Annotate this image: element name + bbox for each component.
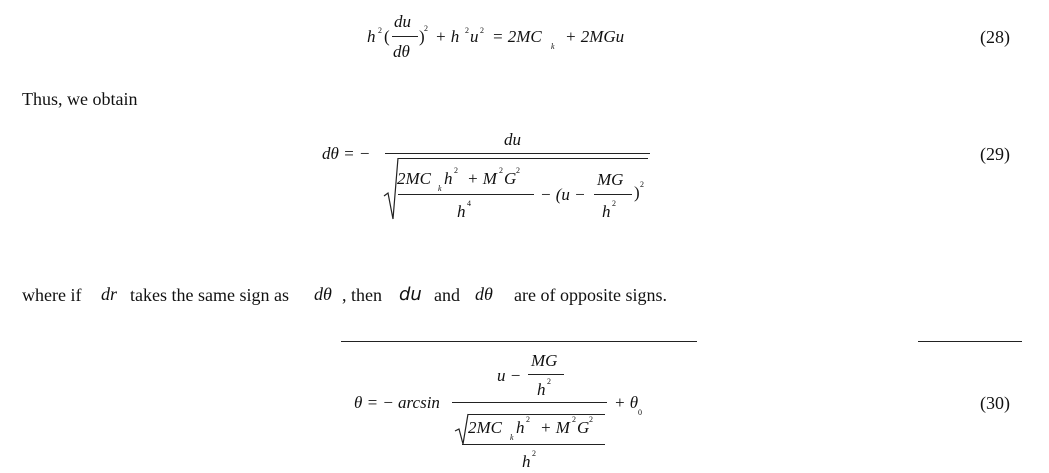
eq29-plus-m: + M bbox=[467, 169, 497, 188]
separator-line-center bbox=[341, 341, 697, 342]
text2-dr: dr bbox=[101, 284, 118, 304]
text2-dtheta1: dθ bbox=[314, 284, 332, 304]
eq29-mg-fraction-bar bbox=[594, 194, 632, 195]
text2-part3: , then bbox=[342, 285, 382, 305]
eq29-radical-bar bbox=[398, 158, 648, 159]
eq28-exp2: 2 bbox=[465, 26, 469, 35]
eq30-den-h-exp: 2 bbox=[526, 415, 530, 424]
eq28-exp: 2 bbox=[378, 26, 382, 35]
eq29-minus-u: − (u − bbox=[540, 185, 586, 204]
eq30-mg: MG bbox=[531, 351, 558, 370]
eq30-subscript-zero: 0 bbox=[638, 408, 642, 417]
eq29-g-exp: 2 bbox=[516, 166, 520, 175]
eq29-g: G bbox=[504, 169, 517, 188]
text2-du: du bbox=[399, 284, 422, 305]
eq29-h4-exp: 4 bbox=[467, 199, 471, 208]
eq29-m-exp: 2 bbox=[499, 166, 503, 175]
eq28-rparen: ) bbox=[419, 27, 425, 46]
text2-part2: takes the same sign as bbox=[130, 285, 289, 305]
eq28-u: u bbox=[470, 27, 479, 46]
eq28-du: du bbox=[394, 12, 411, 31]
eq30-den-h: h bbox=[516, 418, 525, 437]
eq29-inner-fraction-bar bbox=[398, 194, 534, 195]
eq29-2mc: 2MC bbox=[397, 169, 431, 188]
eq30-inner-fraction-bar bbox=[462, 444, 605, 445]
text2-part4: and bbox=[434, 285, 460, 305]
eq30-m-exp: 2 bbox=[572, 415, 576, 424]
eq30-den-h2: h bbox=[522, 452, 531, 471]
eq29-h2-exp: 2 bbox=[612, 199, 616, 208]
eq29-close-exp: 2 bbox=[640, 180, 644, 189]
eq28-lparen: ( bbox=[384, 27, 390, 46]
eq30-u-minus: u − bbox=[497, 366, 522, 385]
eq30-den-h2-exp: 2 bbox=[532, 449, 536, 458]
eq29-close: ) bbox=[634, 183, 640, 202]
text2-part5: are of opposite signs. bbox=[514, 285, 667, 305]
eq28-dtheta: dθ bbox=[393, 42, 410, 61]
eq30-h: h bbox=[537, 380, 546, 399]
eq28-plus-h: + h bbox=[435, 27, 460, 46]
eq29-subscript-k: k bbox=[438, 184, 442, 193]
eq29-h-exp: 2 bbox=[454, 166, 458, 175]
eq29-mg: MG bbox=[597, 170, 624, 189]
eq30-g-exp: 2 bbox=[589, 415, 593, 424]
eq28-fraction-bar bbox=[392, 36, 418, 37]
paragraph-thus-we-obtain: Thus, we obtain bbox=[22, 89, 138, 109]
eq30-subscript-k: k bbox=[510, 433, 514, 442]
eq30-radical-bar bbox=[468, 414, 605, 415]
eq30-plus-theta: + θ bbox=[614, 393, 639, 412]
eq30-radical-sign bbox=[455, 413, 469, 445]
eq28-equals-2mc: = 2MC bbox=[492, 27, 542, 46]
text2-part1: where if bbox=[22, 285, 82, 305]
eq30-mg-fraction-bar bbox=[528, 374, 564, 375]
eq29-number: (29) bbox=[980, 144, 1010, 164]
eq28-h: h bbox=[367, 27, 376, 46]
eq29-main-fraction-bar bbox=[385, 153, 650, 154]
eq30-lhs: θ = − arcsin bbox=[354, 393, 440, 412]
eq29-h4: h bbox=[457, 202, 466, 221]
eq30-g: G bbox=[577, 418, 590, 437]
eq29-h: h bbox=[444, 169, 453, 188]
eq29-h2: h bbox=[602, 202, 611, 221]
eq29-numerator: du bbox=[504, 130, 521, 149]
eq29-lhs: dθ = − bbox=[322, 144, 371, 163]
eq28-number: (28) bbox=[980, 27, 1010, 47]
separator-line-right bbox=[918, 341, 1022, 342]
eq28-subscript-k: k bbox=[551, 42, 555, 51]
eq30-main-fraction-bar bbox=[452, 402, 607, 403]
eq30-2mc: 2MC bbox=[468, 418, 502, 437]
text2-dtheta2: dθ bbox=[475, 284, 493, 304]
eq30-number: (30) bbox=[980, 393, 1010, 413]
eq28-exp3: 2 bbox=[480, 26, 484, 35]
eq28-2mgu: + 2MGu bbox=[565, 27, 625, 46]
eq30-h-exp: 2 bbox=[547, 377, 551, 386]
eq30-plus-m: + M bbox=[540, 418, 570, 437]
eq28-square: 2 bbox=[424, 24, 428, 33]
